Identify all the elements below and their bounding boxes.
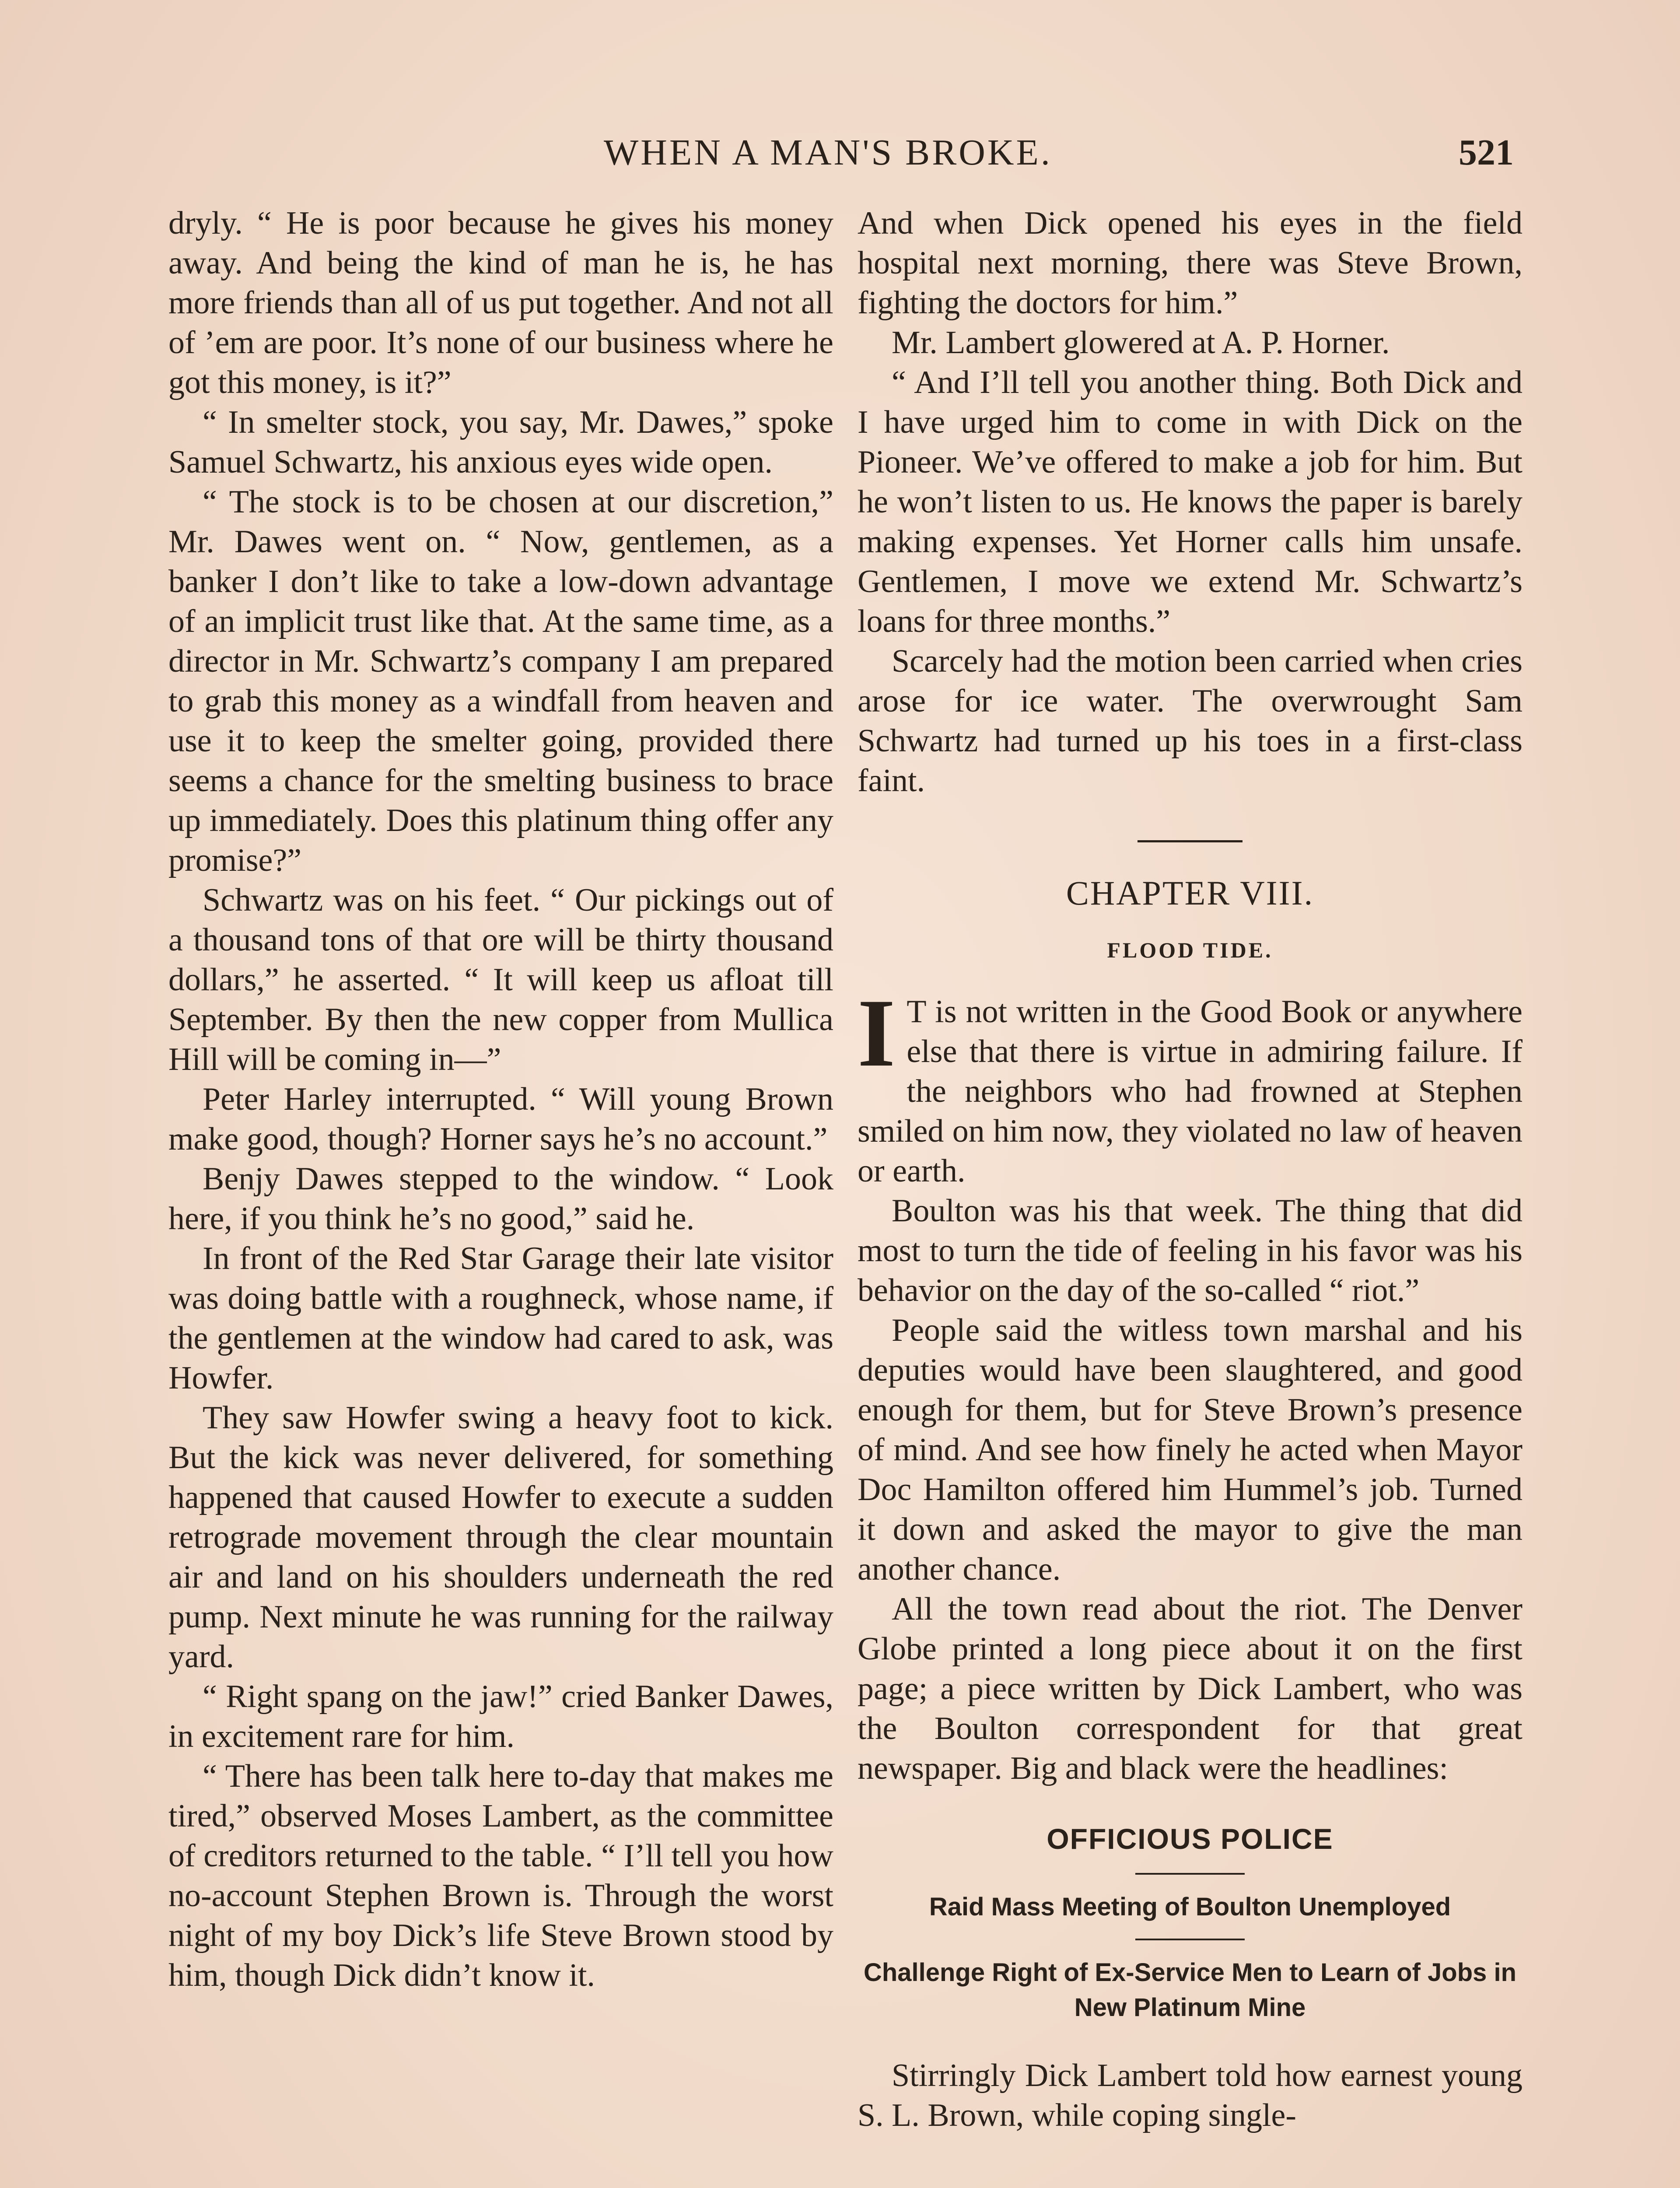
- paragraph: “ The stock is to be chosen at our discretion,” Mr. Dawes went on. “ Now, gentlemen, as a banker I don’t like to take a low-down advantage of an implicit trust like that. At the same time, as a director in Mr. Schwartz’s company I am prepared to grab this money as a windfall from heaven and use it to keep the smelter going, provided there seems a chance for the smelting business to brace up immediately. Does this platinum thing offer any promise?”: [168, 484, 833, 878]
- paragraph: And when Dick opened his eyes in the field hospital next morning, there was Steve Brown, fighting the doctors for him.”: [858, 205, 1522, 321]
- paragraph: People said the witless town marshal and his deputies would have been slaughtered, and good enough for them, but for Steve Brown’s presence of mind. And see how finely he acted when Mayor Doc Hamilton offered him Hummel’s job. Turned it down and asked the mayor to give the man another chance.: [858, 1312, 1522, 1587]
- headline-deck-2: Challenge Right of Ex-Service Men to Learn of Jobs in New Platinum Mine: [863, 1958, 1517, 2022]
- paragraph: In front of the Red Star Garage their late visitor was doing battle with a roughneck, whose name, if the gentlemen at the window had cared to ask, was Howfer.: [168, 1241, 833, 1396]
- chapter-subtitle: FLOOD TIDE.: [1107, 938, 1273, 962]
- paragraph: Stirringly Dick Lambert told how earnest young S. L. Brown, while coping single-: [858, 2058, 1522, 2133]
- paragraph: Benjy Dawes stepped to the window. “ Look here, if you think he’s no good,” said he.: [168, 1161, 833, 1237]
- headline-deck-1: Raid Mass Meeting of Boulton Unemployed: [929, 1893, 1451, 1921]
- headline-divider: [1135, 1939, 1245, 1940]
- drop-cap: I: [858, 979, 896, 1087]
- chapter-opening-text: T is not written in the Good Book or anywhere else that there is virtue in admiring failure. If the neighbors who had frowned at Stephen smiled on him now, they violated no law of heaven or earth.: [858, 994, 1522, 1189]
- paragraph: Peter Harley interrupted. “ Will young Brown make good, though? Horner says he’s no account.”: [168, 1081, 833, 1157]
- paragraph: Scarcely had the motion been carried when cries arose for ice water. The overwrought Sam Schwartz had turned up his toes in a first-class faint.: [858, 643, 1522, 799]
- headline-divider: [1135, 1873, 1245, 1875]
- section-divider: [1138, 840, 1242, 842]
- paragraph: “ And I’ll tell you another thing. Both Dick and I have urged him to come in with Dick on the Pioneer. We’ve offered to make a job for him. But he won’t listen to us. He knows the paper is barely making expenses. Yet Horner calls him unsafe. Gentlemen, I move we extend Mr. Schwartz’s loans for three months.”: [858, 365, 1522, 639]
- paragraph: Mr. Lambert glowered at A. P. Horner.: [892, 325, 1390, 361]
- running-head: WHEN A MAN'S BROKE.: [604, 132, 1052, 173]
- chapter-title: CHAPTER VIII.: [1066, 874, 1314, 912]
- headline-main: OFFICIOUS POLICE: [1046, 1823, 1334, 1855]
- paragraph: Boulton was his that week. The thing that did most to turn the tide of feeling in his favor was his behavior on the day of the so-called “ riot.”: [858, 1193, 1522, 1308]
- paragraph: “ Right spang on the jaw!” cried Banker Dawes, in excitement rare for him.: [168, 1679, 833, 1754]
- paragraph: “ There has been talk here to-day that makes me tired,” observed Moses Lambert, as the committee of creditors returned to the table. “ I’ll tell you how no-account Stephen Brown is. Through the worst night of my boy Dick’s life Steve Brown stood by him, though Dick didn’t know it.: [168, 1758, 833, 1993]
- paragraph: Schwartz was on his feet. “ Our pickings out of a thousand tons of that ore will be thirty thousand dollars,” he asserted. “ It will keep us afloat till September. By then the new copper from Mullica Hill will be coming in—”: [168, 882, 833, 1077]
- chapter-opening: [858, 979, 1522, 1191]
- paragraph: All the town read about the riot. The Denver Globe printed a long piece about it on the first page; a piece written by Dick Lambert, who was the Boulton correspondent for that great newspaper. Big and black were the headlines:: [858, 1591, 1522, 1786]
- page-number: 521: [1459, 132, 1514, 173]
- paragraph: dryly. “ He is poor because he gives his money away. And being the kind of man he is, he has more friends than all of us put together. And not all of ’em are poor. It’s none of our business where he got this money, is it?”: [168, 205, 833, 400]
- left-column: [168, 203, 833, 1995]
- paragraph: They saw Howfer swing a heavy foot to kick. But the kick was never delivered, for something happened that caused Howfer to execute a sudden retrograde movement through the clear mountain air and land on his shoulders underneath the red pump. Next minute he was running for the railway yard.: [168, 1400, 833, 1675]
- paragraph: “ In smelter stock, you say, Mr. Dawes,” spoke Samuel Schwartz, his anxious eyes wide open.: [168, 404, 833, 480]
- right-column: [858, 203, 1522, 2135]
